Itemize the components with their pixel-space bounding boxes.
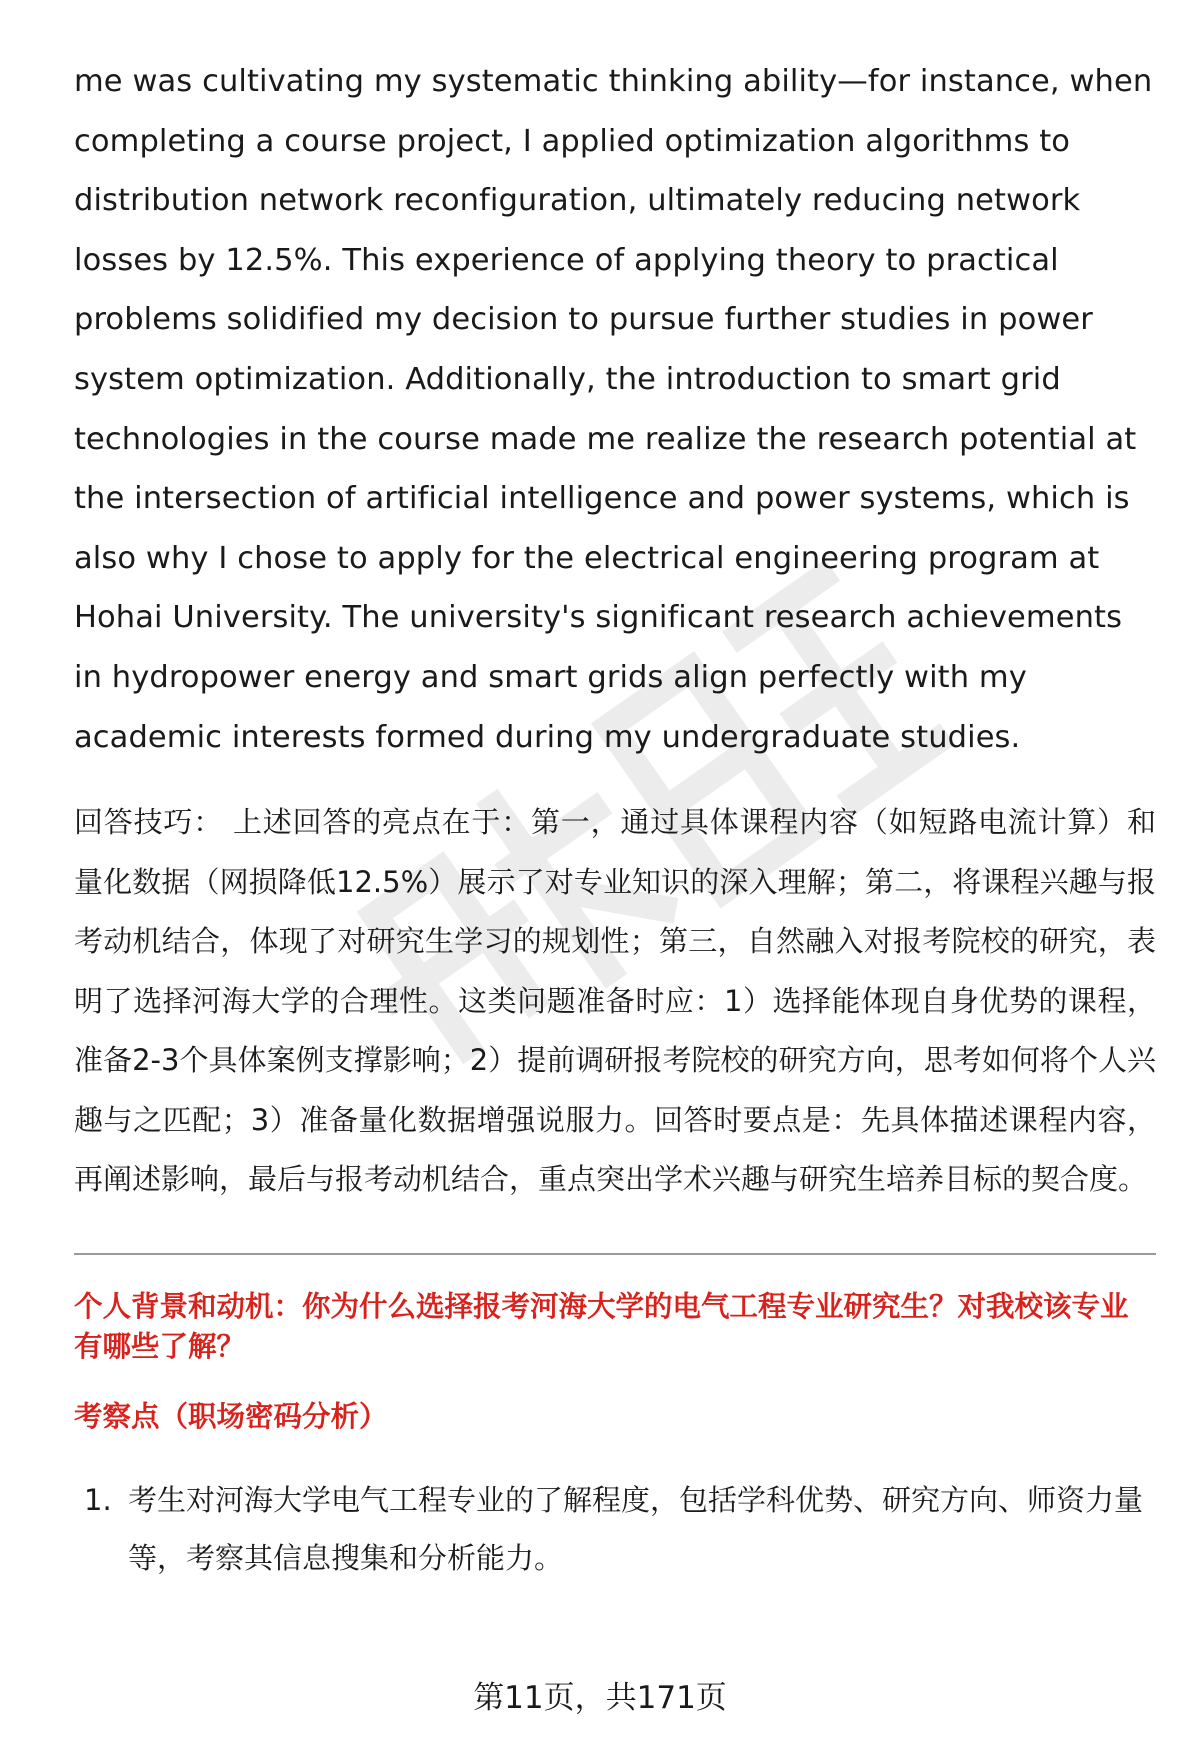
section-divider (74, 1253, 1156, 1255)
page-number-footer: 第11页，共171页 (473, 1680, 727, 1716)
question-heading: 个人背景和动机：你为什么选择报考河海大学的电气工程专业研究生？对我校该专业有哪些了解？ (74, 1289, 1129, 1363)
list-item (74, 1471, 1156, 1587)
english-answer-paragraph: me was cultivating my systematic thinking ability—for instance, when completing a course project, I applied optimization algorithms to distribution network reconfiguration, ultimately reducing network losses by 12.5%. This experience of applying theory to practical problems solidified my decision to pursue further studies in power system optimization. Additionally, the introduction to smart grid technologies in the course made me realize the research potential at the intersection of artificial intelligence and power systems, which is also why I chose to apply for the electrical engineering program at Hohai University. The university's significant research achievements in hydropower energy and smart grids align perfectly with my academic interests formed during my undergraduate studies. (74, 64, 1153, 755)
analysis-section-title: 考察点（职场密码分析） (74, 1399, 388, 1433)
page-content (74, 52, 1156, 1587)
analysis-list (74, 1471, 1156, 1587)
list-item-text: 考生对河海大学电气工程专业的了解程度，包括学科优势、研究方向、师资力量等，考察其信息搜集和分析能力。 (128, 1482, 1144, 1575)
list-item-number: 1. (84, 1482, 112, 1517)
answer-tips-paragraph: 回答技巧： 上述回答的亮点在于：第一，通过具体课程内容（如短路电流计算）和量化数据（网损降低12.5%）展示了对专业知识的深入理解；第二，将课程兴趣与报考动机结合，体现了对研究生学习的规划性；第三，自然融入对报考院校的研究，表明了选择河海大学的合理性。这类问题准备时应：1）选择能体现自身优势的课程，准备2-3个具体案例支撑影响；2）提前调研报考院校的研究方向，思考如何将个人兴趣与之匹配；3）准备量化数据增强说服力。回答时要点是：先具体描述课程内容，再阐述影响，最后与报考动机结合，重点突出学术兴趣与研究生培养目标的契合度。 (74, 805, 1156, 1197)
